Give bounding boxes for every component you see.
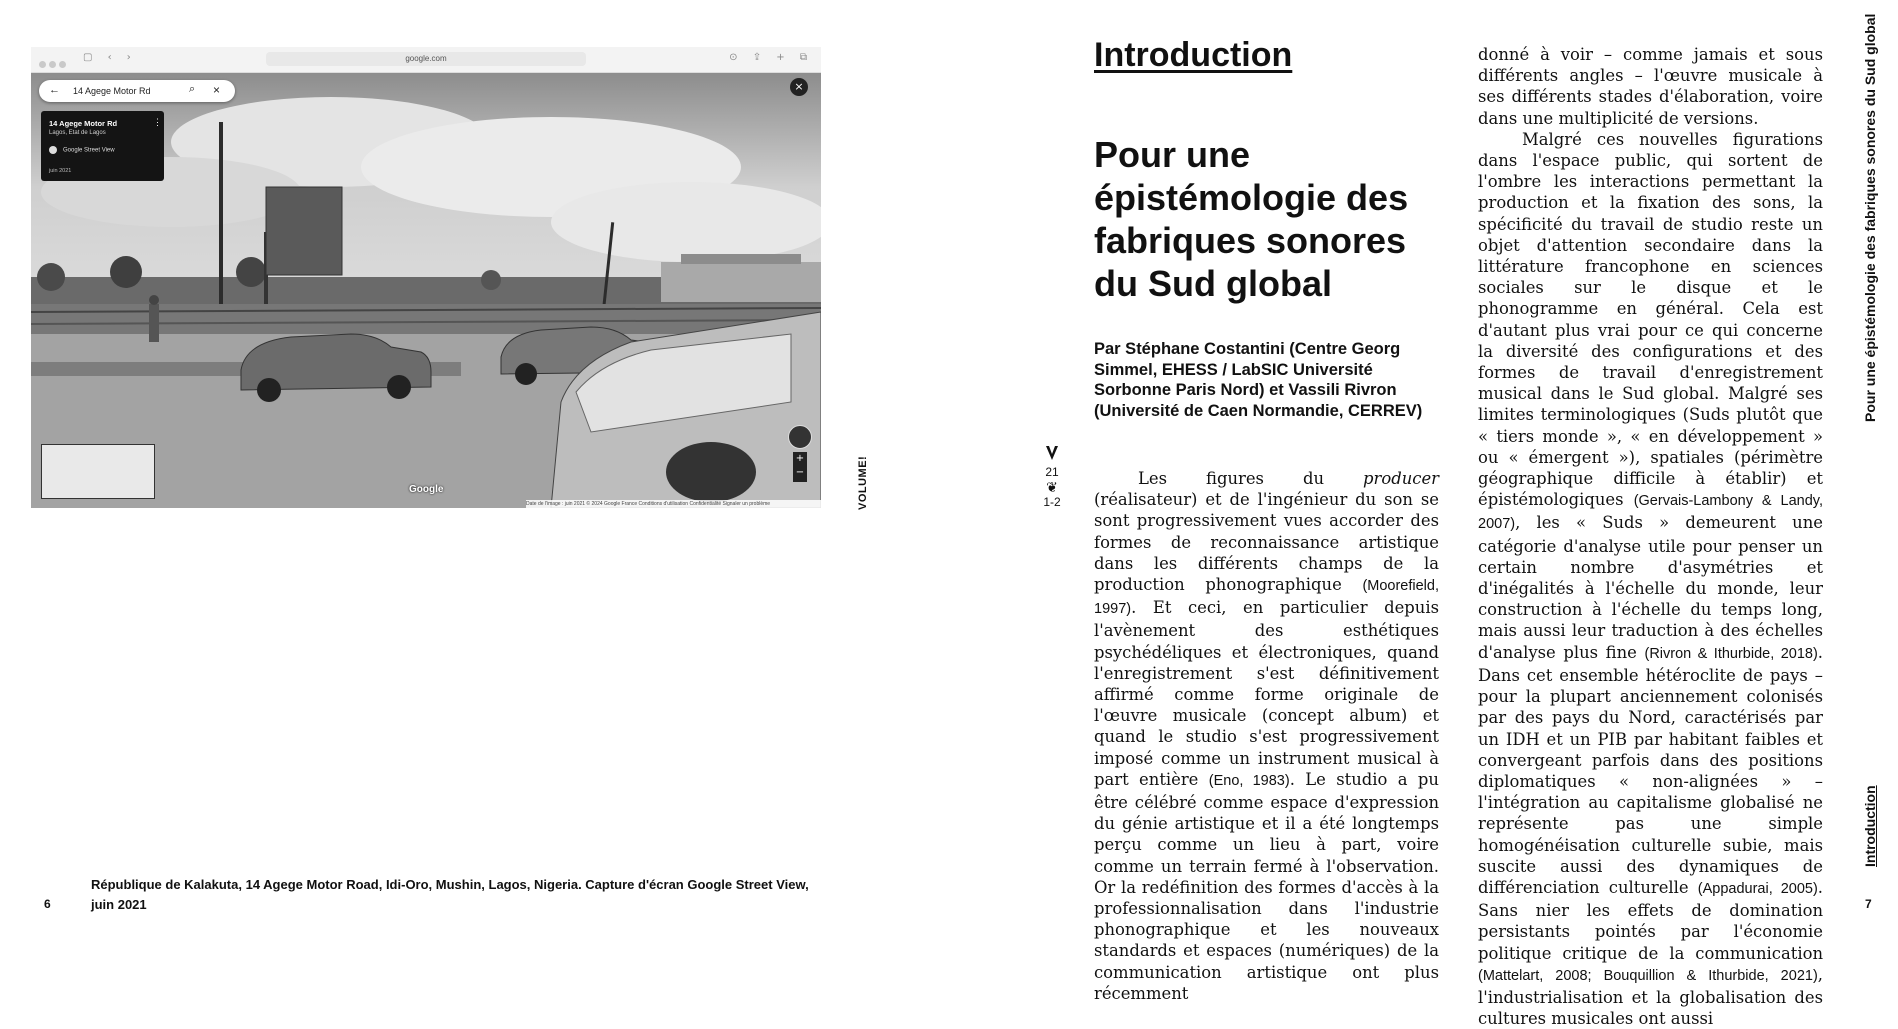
close-street-view-button[interactable]: ×	[790, 78, 808, 96]
street-view-label: Google Street View	[49, 146, 115, 154]
maps-footer: Date de l'image : juin 2021 © 2024 Google France Conditions d'utilisation Confidentialité Signaler un problème	[526, 500, 821, 508]
google-logo: Google	[409, 484, 444, 495]
issue-marker	[1034, 445, 1070, 510]
issue-sub: 1-2	[1043, 495, 1061, 509]
browser-toolbar	[31, 47, 821, 73]
search-query[interactable]: 14 Agege Motor Rd	[73, 86, 151, 96]
body-paragraph: Malgré ces nouvelles figurations dans l'espace public, qui sortent de l'ombre les interactions permettant la production et la fixation des sons, la spécificité du travail de studio reste un objet d'attention secondaire dans la littérature francophone en sciences sociales sur le disque et le phonogramme en général. Cela est d'autant plus vrai pour ce qui concerne la diversité des configurations et des formes de travail d'enregistrement musical dans le Sud global. Malgré ses limites terminologiques (Suds plutôt que « tiers monde », « en développement » ou « émergent »), spatiales (périmètre géographique difficile à établir) et épistémologiques (Gervais-Lambony & Landy, 2007), les « Suds » demeurent une catégorie d'analyse utile pour penser un certain nombre d'asymétries et d'inégalités à l'échelle du monde, leur construction à l'échelle du temps long, mais aussi leur traduction à des échelles d'analyse plus fine (Rivron & Ithurbide, 2018). Dans cet ensemble hétéroclite de pays – pour la plupart anciennement colonisés par des pays du Nord, caractérisés par un IDH et un PIB par habitant faibles et convergeant parfois dans des positions diplomatiques « non-alignées » – l'intégration au capitalisme globalisé ne représente pas une simple homogénéisation culturelle subie, mais suscite aussi des dynamiques de différenciation culturelle (Appadurai, 2005). Sans nier les effets de domination persistants pointés par l'économie politique critique de la communication (Mattelart, 2008; Bouquillion & Ithurbide, 2021), l'industrialisation et la globalisation des cultures musicales ont aussi	[1478, 129, 1824, 1029]
browser-tools-icons[interactable]: ⊙ ⇪ + ⧉	[729, 52, 813, 63]
zoom-controls[interactable]: + −	[793, 452, 807, 482]
body-paragraph: donné à voir – comme jamais et sous différents angles – l'œuvre musicale à ses différents stades d'élaboration, voire dans une multiplicité de versions.	[1478, 45, 1823, 128]
page-number-left: 6	[44, 897, 51, 911]
street-view-screenshot	[31, 47, 821, 508]
address-bar[interactable]: google.com	[266, 52, 586, 66]
close-icon[interactable]: ×	[213, 83, 221, 97]
maps-search-box[interactable]	[39, 80, 235, 102]
browser-nav-icons[interactable]: ▢ ‹ ›	[83, 52, 137, 63]
search-icon[interactable]: ⌕	[189, 83, 196, 95]
more-menu-icon[interactable]: ⋮	[153, 117, 162, 127]
article-byline: Par Stéphane Costantini (Centre Georg Simmel, EHESS / LabSIC Université Sorbonne Paris Nord) et Vassili Rivron (Université de Caen Normandie, CERREV)	[1094, 340, 1423, 420]
citation: (Moorefield, 1997)	[1094, 578, 1439, 618]
running-section[interactable]: Introduction	[1862, 785, 1878, 867]
location-title: 14 Agege Motor Rd	[49, 119, 118, 128]
section-kicker: Introduction	[1094, 36, 1293, 74]
body-column-2	[1478, 44, 1823, 1029]
location-card	[41, 111, 164, 181]
running-head: Pour une épistémologie des fabriques sonores du Sud global	[1862, 13, 1878, 422]
minimap[interactable]	[41, 444, 155, 499]
citation: (Gervais-Lambony & Landy, 2007)	[1478, 493, 1823, 533]
capture-date: juin 2021	[49, 168, 72, 174]
window-controls[interactable]	[39, 55, 69, 73]
page-number-right: 7	[1865, 897, 1872, 911]
street-view-icon	[49, 146, 57, 154]
body-paragraph: Les figures du producer (réalisateur) et de l'ingénieur du son se sont progressivement vues accorder des formes de reconnaissance artistique dans les différents champs de la production phonographique (Moorefield, 1997). Et ceci, en particulier depuis l'avènement des esthétiques psychédéliques et électroniques, quand l'enregistrement s'est définitivement affirmé comme forme originale de l'œuvre musicale (concept album) et quand le studio s'est progressivement imposé comme un instrument musical à part entière (Eno, 1983). Le studio a pu être célébré comme espace d'expression du génie artistique et il a été longtemps perçu comme un lieu à part, voire comme un terrain fermé à l'observation. Or la redéfinition des formes d'accès à la professionnalisation dans l'industrie phonographique et les nouveaux standards et espaces (numériques) de la communication artistique ont plus récemment	[1094, 469, 1439, 1003]
citation: (Rivron & Ithurbide, 2018)	[1644, 645, 1818, 662]
leaf-icon: ❦	[1046, 479, 1058, 495]
citation: (Appadurai, 2005)	[1697, 880, 1818, 897]
body-column-1	[1094, 468, 1439, 1004]
article-title: Pour une épistémologie des fabriques sonores du Sud global	[1094, 134, 1409, 304]
issue-number: 21	[1045, 465, 1059, 479]
journal-logo-icon	[1034, 445, 1070, 465]
compass-icon[interactable]	[788, 425, 812, 449]
volume-label: VOLUME!	[857, 455, 869, 510]
citation: (Eno, 1983)	[1208, 772, 1290, 789]
citation: (Mattelart, 2008; Bouquillion & Ithurbide, 2021)	[1478, 967, 1818, 984]
back-arrow-icon[interactable]: ←	[49, 84, 60, 96]
figure-caption: République de Kalakuta, 14 Agege Motor Road, Idi-Oro, Mushin, Lagos, Nigeria. Capture d'écran Google Street View, juin 2021	[91, 877, 809, 912]
location-subtitle: Lagos, Etat de Lagos	[49, 130, 106, 136]
